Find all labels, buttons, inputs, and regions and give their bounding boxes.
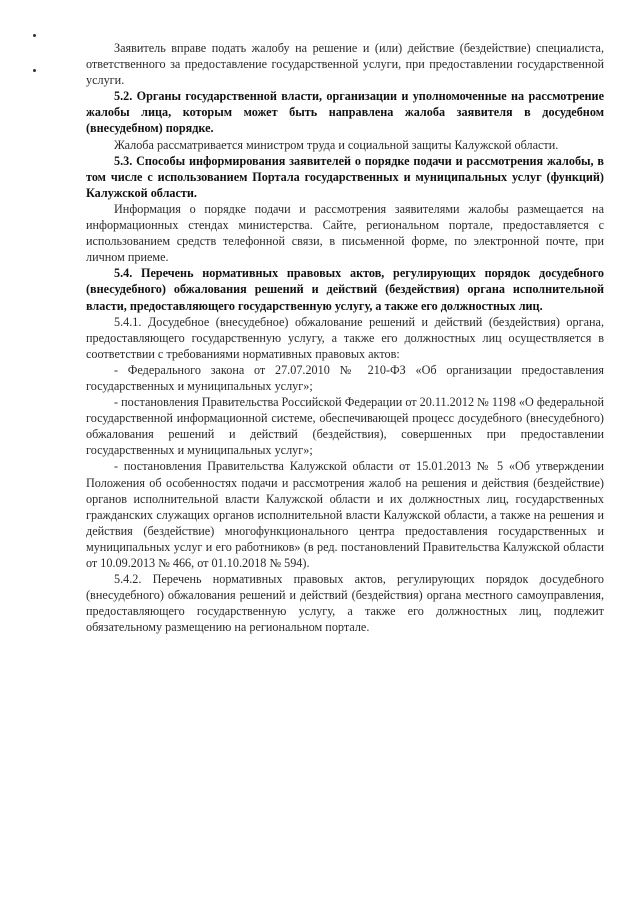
scan-speck [33,34,36,37]
paragraph-5-4-1: 5.4.1. Досудебное (внесудебное) обжалование решений и действий (бездействия) органа, предоставляющего государственную услугу, а также его должностных лиц осуществляется в соответствии с требованиями нормативных правовых актов: [86,314,604,361]
scan-speck [33,69,36,72]
list-item-kaluga-resolution: - постановления Правительства Калужской области от 15.01.2013 № 5 «Об утверждении Положения об особенностях подачи и рассмотрения жалоб на решения и действия (бездействие) органов исполнительной власти Калужской области и их должностных лиц, государственных гражданских служащих органов исполнительной власти Калужской области, а также на решения и действия (бездействие) многофункционального центра предоставления государственных и муниципальных услуг и его работников» (в ред. постановлений Правительства Калужской области от 10.09.2013 № 466, от 01.10.2018 № 594). [86,459,604,570]
paragraph: Жалоба рассматривается министром труда и социальной защиты Калужской области. [114,137,559,152]
section-heading-5-3: 5.3. Способы информирования заявителей о порядке подачи и рассмотрения жалобы, в том числе с использованием Портала государственных и муниципальных услуг (функций) Калужской области. [86,153,604,200]
document-page [86,40,604,635]
list-item-rf-resolution: - постановления Правительства Российской Федерации от 20.11.2012 № 1198 «О федеральной государственной информационной системе, обеспечивающей процесс досудебного (внесудебного) обжалования решений и действий (бездействия), совершенных при предоставлении государственных и муниципальных услуг»; [86,395,604,458]
paragraph: Заявитель вправе подать жалобу на решение и (или) действие (бездействие) специалиста, ответственного за предоставление государственной услуги, при предоставлении государственной услуги. [86,41,604,88]
paragraph-5-4-2: 5.4.2. Перечень нормативных правовых актов, регулирующих порядок досудебного (внесудебного) обжалования решений и действий (бездействия) органа местного самоуправления, предоставляющего государственную услугу, а также его должностных лиц, подлежит обязательному размещению на региональном портале. [86,572,604,635]
list-item-federal-law: - Федерального закона от 27.07.2010 № 210-ФЗ «Об организации предоставления государственных и муниципальных услуг»; [86,362,604,393]
paragraph: Информация о порядке подачи и рассмотрения заявителями жалобы размещается на информационных стендах министерства. Сайте, региональном портале, предоставляется с использованием средств телефонной связи, в письменной форме, по электронной почте, при личном приеме. [86,201,604,265]
section-heading-5-4: 5.4. Перечень нормативных правовых актов, регулирующих порядок досудебного (внесудебного) обжалования решений и действий (бездействия) органа исполнительной власти, предоставляющего государственную услугу, а также его должностных лиц. [86,266,604,313]
section-heading-5-2: 5.2. Органы государственной власти, организации и уполномоченные на рассмотрение жалобы лица, которым может быть направлена жалоба заявителя в досудебном (внесудебном) порядке. [86,89,604,136]
